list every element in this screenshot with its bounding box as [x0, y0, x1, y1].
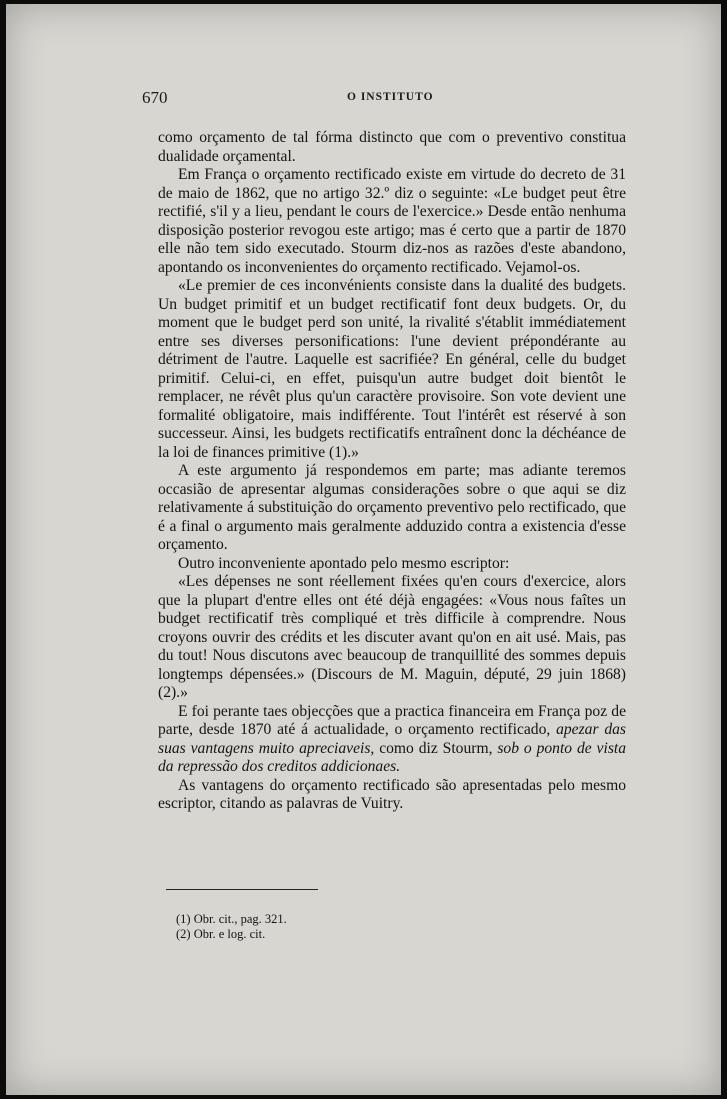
paragraph-1: como orçamento de tal fórma distincto que com o preventivo constitua dualidade orçamental.: [158, 129, 626, 165]
footnote-2: (2) Obr. e log. cit.: [176, 927, 266, 941]
page-number: 670: [142, 88, 168, 107]
paragraph-2: Em França o orçamento rectificado existe em virtude do decreto de 31 de maio de 1862, que no artigo 32.º diz o seguinte: «Le budget peut être rectifié, s'il y a lieu, pendant le cours de l'exercice.» Desde então nenhuma disposição posterior revogou este artigo; mas é certo que a partir de 1870 elle não tem sido executado. Stourm diz-nos as razões d'este abandono, apontando os inconvenientes do orçamento rectificado. Vejamol-os.: [158, 166, 626, 276]
page-header: [142, 88, 632, 112]
paragraph-3-quote: «Le premier de ces inconvénients consiste dans la dualité des budgets. Un budget primitif et un budget rectificatif font deux budgets. Or, du moment que le budget perd son unité, la rivalité s'établit immédiatement entre ses diverses personifications: l'une devient prépondérante au détriment de l'autre. Laquelle est sacrifiée? En général, celle du budget primitif. Celui-ci, en effet, puisqu'un autre budget doit bientôt le remplacer, ne révêt plus qu'un caractère provisoire. Son vote devient une formalité obligatoire, mais indifférente. Tout l'intérêt est réservé à son successeur. Ainsi, les budgets rectificatifs entraînent donc la déchéance de la loi de finances primitive (1).»: [158, 277, 626, 461]
paragraph-7-text-a: E foi perante taes objecções que a practica financeira em França poz de parte, desde 1870 até á actualidade, o orçamento rectificado,: [158, 702, 626, 738]
running-title: O INSTITUTO: [347, 91, 434, 103]
book-page: [6, 4, 721, 1095]
footnote-1: (1) Obr. cit., pag. 321.: [176, 912, 287, 926]
paragraph-7-italic-b: sob o ponto de vista da repressão dos creditos addicionaes.: [158, 739, 627, 775]
footnotes: [176, 912, 476, 942]
paragraph-8: As vantagens do orçamento rectificado são apresentadas pelo mesmo escriptor, citando as palavras de Vuitry.: [158, 776, 626, 812]
footnote-divider: [166, 889, 318, 890]
paragraph-7-italic-a: apezar das suas vantagens muito apreciaveis,: [158, 721, 626, 757]
paragraph-4: A este argumento já respondemos em parte; mas adiante teremos occasião de apresentar algumas considerações sobre o que aqui se diz relativamente á substituição do orçamento preventivo pelo rectificado, que é a final o argumento mais geralmente adduzido contra a existencia d'esse orçamento.: [158, 462, 626, 553]
paragraph-7-text-b: como diz Stourm,: [379, 739, 493, 757]
paragraph-6-quote: «Les dépenses ne sont réellement fixées qu'en cours d'exercice, alors que la plupart d'entre elles ont été déjà engagées: «Vous nous faîtes un budget rectificatif très compliqué et très difficile à comprendre. Nous croyons ouvrir des crédits et les discuter avant qu'on en ait usé. Mais, pas du tout! Nous discutons avec beaucoup de tranquillité des sommes depuis longtemps dépensées.» (Discours de M. Maguin, député, 29 juin 1868) (2).»: [158, 573, 626, 701]
paragraph-7: [158, 703, 626, 777]
paragraph-5: Outro inconveniente apontado pelo mesmo escriptor:: [178, 554, 510, 572]
body-text: [158, 129, 626, 814]
